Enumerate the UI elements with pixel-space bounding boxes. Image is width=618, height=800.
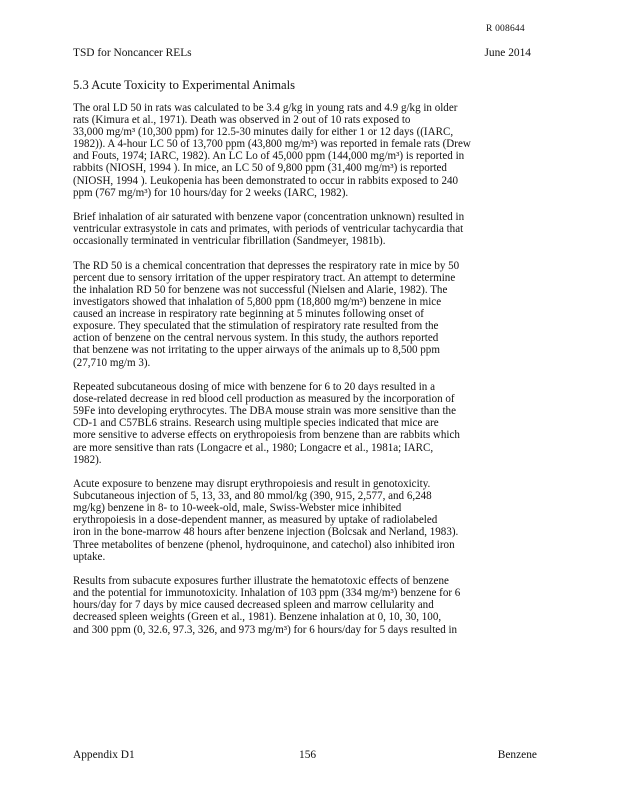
text-line: action of benzene on the central nervous system. In this study, the authors reported	[73, 332, 439, 345]
text-line: dose-related decrease in red blood cell production as measured by the incorporation of	[73, 393, 455, 406]
text-line: are more sensitive than rats (Longacre et al., 1980; Longacre et al., 1981a; IARC,	[73, 441, 434, 454]
text-line: exposure. They speculated that the stimulation of respiratory rate resulted from the	[73, 320, 439, 333]
text-line: Results from subacute exposures further illustrate the hematotoxic effects of benzene	[73, 575, 449, 588]
text-line: ppm (767 mg/m³) for 10 hours/day for 2 weeks (IARC, 1982).	[73, 186, 349, 199]
text-line: 1982).	[73, 453, 102, 466]
text-line: 33,000 mg/m³ (10,300 ppm) for 12.5-30 minutes daily for either 1 or 12 days ((IARC,	[73, 126, 454, 139]
footer-chemical-name: Benzene	[497, 749, 537, 761]
paragraph	[73, 102, 535, 199]
text-line: that benzene was not irritating to the upper airways of the animals up to 8,500 ppm	[73, 344, 440, 357]
text-line: ventricular extrasystole in cats and primates, with periods of ventricular tachycardia that	[73, 223, 464, 236]
text-line: mg/kg) benzene in 8- to 10-week-old, male, Swiss-Webster mice inhibited	[73, 502, 402, 515]
text-line: more sensitive to adverse effects on erythropoiesis from benzene than are rabbits which	[73, 429, 460, 442]
footer-appendix: Appendix D1	[73, 749, 135, 761]
text-line: Three metabolites of benzene (phenol, hydroquinone, and catechol) also inhibited iron	[73, 538, 455, 551]
text-line: Subcutaneous injection of 5, 13, 33, and 80 mmol/kg (390, 915, 2,577, and 6,248	[73, 490, 432, 503]
section-heading: 5.3 Acute Toxicity to Experimental Animals	[73, 78, 296, 92]
text-line: caused an increase in respiratory rate beginning at 5 minutes following onset of	[73, 308, 424, 321]
text-line: (27,710 mg/m 3).	[73, 356, 151, 369]
footer-page-number: 156	[299, 749, 317, 761]
paragraph	[73, 260, 535, 369]
text-line: percent due to sensory irritation of the upper respiratory tract. An attempt to determine	[73, 271, 456, 284]
paragraph	[73, 381, 535, 466]
page-header	[73, 47, 531, 59]
text-line: occasionally terminated in ventricular fibrillation (Sandmeyer, 1981b).	[73, 235, 386, 248]
text-line: CD-1 and C57BL6 strains. Research using multiple species indicated that mice are	[73, 417, 439, 430]
bates-number: R 008644	[486, 24, 525, 34]
text-line: (NIOSH, 1994 ). Leukopenia has been demonstrated to occur in rabbits exposed to 240	[73, 174, 459, 187]
text-line: uptake.	[73, 550, 106, 563]
text-line: The oral LD 50 in rats was calculated to be 3.4 g/kg in young rats and 4.9 g/kg in older	[73, 102, 458, 114]
header-date: June 2014	[484, 47, 531, 59]
text-line: The RD 50 is a chemical concentration that depresses the respiratory rate in mice by 50	[73, 259, 460, 272]
text-line: the inhalation RD 50 for benzene was not successful (Nielsen and Alarie, 1982). The	[73, 284, 448, 296]
text-line: and Fouts, 1974; IARC, 1982). An LC Lo of 45,000 ppm (144,000 mg/m³) is reported in	[73, 150, 465, 163]
text-line: rats (Kimura et al., 1971). Death was observed in 2 out of 10 rats exposed to	[73, 114, 411, 127]
text-line: hours/day for 7 days by mice caused decreased spleen and marrow cellularity and	[73, 599, 434, 612]
text-line: Brief inhalation of air saturated with benzene vapor (concentration unknown) resulted in	[73, 211, 465, 224]
text-line: and 300 ppm (0, 32.6, 97.3, 326, and 973 mg/m³) for 6 hours/day for 5 days resulted in	[73, 623, 458, 636]
text-line: iron in the bone-marrow 48 hours after benzene injection (Bolcsak and Nerland, 1983).	[73, 526, 459, 539]
paragraph	[73, 575, 535, 635]
text-line: 1982)). A 4-hour LC 50 of 13,700 ppm (43,800 mg/m³) was reported in female rats (Drew	[73, 138, 471, 151]
text-line: and the potential for immunotoxicity. Inhalation of 103 ppm (334 mg/m³) benzene for 6	[73, 587, 461, 600]
header-document-title: TSD for Noncancer RELs	[73, 47, 192, 59]
text-line: decreased spleen weights (Green et al., 1981). Benzene inhalation at 0, 10, 30, 100,	[73, 611, 442, 624]
paragraph	[73, 211, 535, 247]
text-line: rabbits (NIOSH, 1994 ). In mice, an LC 50 of 9,800 ppm (31,400 mg/m³) is reported	[73, 162, 447, 175]
paragraph	[73, 478, 535, 563]
text-line: investigators showed that inhalation of 5,800 ppm (18,800 mg/m³) benzene in mice	[73, 296, 442, 309]
text-line: 59Fe into developing erythrocytes. The DBA mouse strain was more sensitive than the	[73, 405, 456, 418]
text-line: Acute exposure to benzene may disrupt erythropoiesis and result in genotoxicity.	[73, 478, 431, 491]
body-text	[73, 102, 535, 648]
text-line: Repeated subcutaneous dosing of mice with benzene for 6 to 20 days resulted in a	[73, 381, 435, 394]
text-line: erythropoiesis in a dose-dependent manner, as measured by uptake of radiolabeled	[73, 514, 438, 527]
